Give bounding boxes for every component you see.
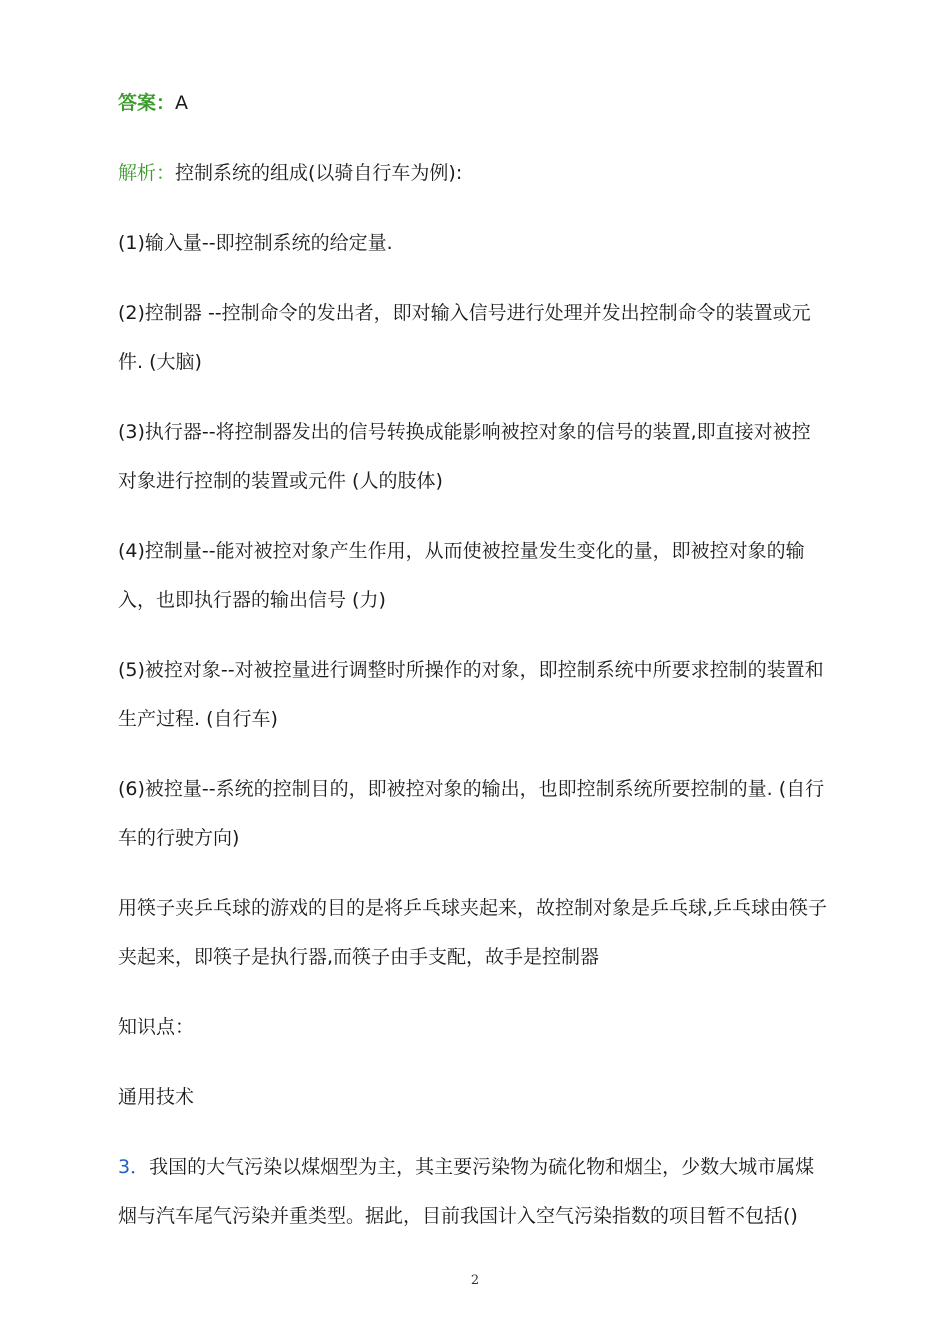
question-3-line-1	[118, 1154, 814, 1180]
page-number: 2	[470, 1273, 480, 1288]
analysis-item-5-line-2: 生产过程. (自行车)	[118, 708, 278, 730]
analysis-intro: 控制系统的组成(以骑自行车为例):	[175, 162, 463, 184]
analysis-item-5-line-1: (5)被控对象--对被控量进行调整时所操作的对象，即控制系统中所要求控制的装置和	[118, 659, 824, 681]
analysis-item-2-line-2: 件. (大脑)	[118, 351, 202, 373]
analysis-item-2-line-1: (2)控制器 --控制命令的发出者，即对输入信号进行处理并发出控制命令的装置或元	[118, 302, 811, 324]
analysis-conclusion-line-1: 用筷子夹乒乓球的游戏的目的是将乒乓球夹起来，故控制对象是乒乓球,乒乓球由筷子	[118, 897, 828, 919]
knowledge-value: 通用技术	[118, 1086, 195, 1108]
question-text-1: 我国的大气污染以煤烟型为主，其主要污染物为硫化物和烟尘，少数大城市属煤	[149, 1156, 815, 1178]
analysis-conclusion-line-2: 夹起来，即筷子是执行器,而筷子由手支配，故手是控制器	[118, 946, 600, 968]
question-3-line-2: 烟与汽车尾气污染并重类型。据此，目前我国计入空气污染指数的项目暂不包括()	[118, 1205, 798, 1227]
analysis-item-4-line-2: 入，也即执行器的输出信号 (力)	[118, 589, 386, 611]
answer-label: 答案：	[118, 92, 176, 114]
question-number: 3	[118, 1156, 131, 1178]
analysis-item-6-line-1: (6)被控量--系统的控制目的，即被控对象的输出，也即控制系统所要控制的量. (自行	[118, 778, 825, 800]
question-number-sep: ．	[130, 1156, 150, 1178]
analysis-item-3-line-1: (3)执行器--将控制器发出的信号转换成能影响被控对象的信号的装置,即直接对被控	[118, 421, 811, 443]
analysis-item-1: (1)输入量--即控制系统的给定量.	[118, 232, 393, 254]
answer-line	[118, 90, 188, 116]
analysis-label: 解析：	[118, 162, 176, 184]
analysis-item-4-line-1: (4)控制量--能对被控对象产生作用，从而使被控量发生变化的量，即被控对象的输	[118, 540, 805, 562]
analysis-item-3-line-2: 对象进行控制的装置或元件 (人的肢体)	[118, 470, 443, 492]
analysis-intro-line	[118, 160, 462, 186]
analysis-item-6-line-2: 车的行驶方向)	[118, 827, 240, 849]
answer-value: A	[175, 92, 189, 114]
knowledge-label: 知识点：	[118, 1016, 195, 1038]
